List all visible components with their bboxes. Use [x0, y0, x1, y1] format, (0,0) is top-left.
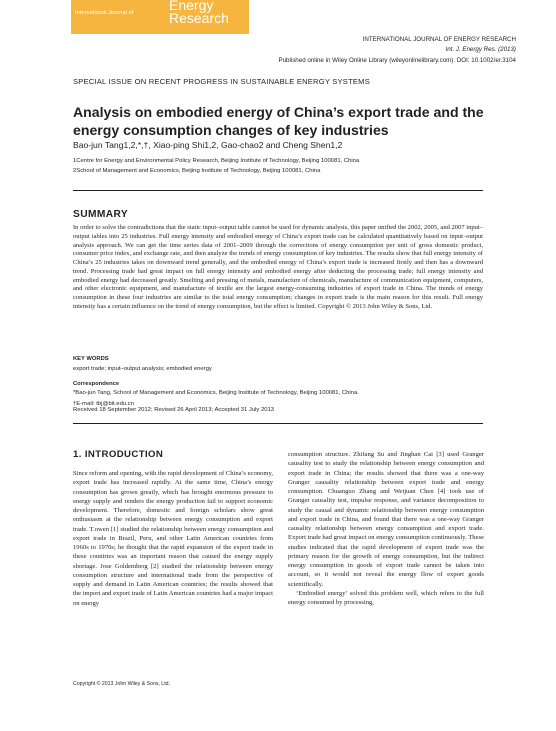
intro-paragraph-2: consumption structure. Zhifang Su and Jinghan Cai [3] used Granger causality test to study the relationship between energy consumption and export trade in China; the results showed that there was a one-way Granger causality relationship between export trade and energy consumption. Chuanguo Zhang and Weijuan Chen [4] took use of Granger causality test, impulse response, and variance decomposition to study the causal and dynamic relationship between energy consumption and export trade in China, and found that there was a one-way Granger causality relationship between energy consumption and export trade. Export trade had great impact on energy consumption continuously. These studies indicated that the rapid development of export trade was the primary reason for the growth of energy consumption, but the indirect energy consumption in goods of export trade cannot be taken into account, so it would not reveal the energy flow of export goods scientifically. [288, 451, 484, 588]
copyright-footer: Copyright © 2013 John Wiley & Sons, Ltd. [73, 681, 170, 687]
summary-heading: SUMMARY [73, 209, 129, 220]
keywords: export trade; input–output analysis; embodied energy [73, 366, 212, 372]
intro-left-column [73, 469, 273, 608]
published-online: Published online in Wiley Online Library (wileyonlinelibrary.com). DOI: 10.1002/er.3104 [278, 57, 516, 64]
special-issue-label: SPECIAL ISSUE ON RECENT PROGRESS IN SUSTAINABLE ENERGY SYSTEMS [73, 77, 370, 86]
journal-logo [71, 0, 249, 34]
introduction-heading: 1. INTRODUCTION [73, 449, 164, 460]
divider-top [73, 190, 483, 191]
correspondence-email: †E-mail: tbj@bit.edu.cn [73, 401, 134, 407]
correspondence-heading: Correspondence [73, 381, 120, 387]
logo-small-text: International Journal of [75, 10, 134, 16]
divider-bottom [73, 423, 483, 424]
article-title: Analysis on embodied energy of China’s export trade and the energy consumption changes of key industries [73, 104, 484, 138]
abstract-text: In order to solve the contradictions that the static input–output table cannot be used for dynamic analysis, this paper unified the 2002, 2005, and 2007 input–output tables into 25 industries. Full energy intensity and embodied energy of China’s export trade can be calculated quantitatively based on input–output analysis approach. We can get the time series data of 2001–2009 through the corrections of energy consumption per unit of gross domestic product, consumer price index, and exchange rate, and then analyze the trends of energy consumption of key industries. The results show that full energy intensity of China’s 25 industries takes on downward trend generally, and the embodied energy of China’s export trade is increased firstly and then has a downward trend. Processing trade had great impact on full energy intensity and embodied energy after deducting the processing trade; full energy intensity and embodied energy had decreased greatly. Smelting and pressing of metals, manufacture of chemicals, manufacture of communication equipment, computers, and other electronic equipment, and manufacture of textile are the largest energy-consuming industries of export trade in China. The trends of energy consumption in these four industries are similar to the total energy consumption; changes in export trade is the main reason for this result. Full energy intensity has a certain influence on the trend of energy consumption, but the effect is limited. Copyright © 2013 John Wiley & Sons, Ltd. [73, 224, 483, 310]
correspondence-address: *Bao-jun Tang, School of Management and Economics, Beijing Institute of Technology, Beijing 100081, China. [73, 390, 359, 396]
journal-name: INTERNATIONAL JOURNAL OF ENERGY RESEARCH [362, 36, 516, 43]
citation: Int. J. Energy Res. (2013) [445, 46, 516, 53]
affiliation-1: 1Centre for Energy and Environmental Policy Research, Beijing Institute of Technology, Beijing 100081, China [73, 158, 360, 164]
author-list: Bao-jun Tang1,2,*,†, Xiao-ping Shi1,2, Gao-chao2 and Cheng Shen1,2 [73, 140, 343, 150]
received-dates: Received 18 September 2012; Revised 26 April 2013; Accepted 31 July 2013 [73, 407, 275, 413]
affiliation-2: 2School of Management and Economics, Beijing Institute of Technology, Beijing 100081, China [73, 168, 321, 174]
logo-word-energy: Energy [169, 0, 214, 13]
intro-paragraph-3: ‘Embodied energy’ solved this problem well, which refers to the full energy consumed by processing, [288, 589, 484, 606]
intro-right-column [288, 450, 484, 607]
keywords-heading: KEY WORDS [73, 356, 109, 362]
logo-word-research: Research [169, 10, 229, 26]
intro-paragraph-1: Since reform and opening, with the rapid development of China’s economy, export trade has increased rapidly. At the same time, China’s energy consumption has grown greatly, which has brought enormous pressure to energy supply and renders the energy production fail to support economic development. Therefore, domestic and foreign scholars show great enthusiasm at the relationship between energy consumption and export trade. T.owen [1] studied the relationship between energy consumption and export trade in Brazil, Peru, and other Latin American countries from 1960s to 1970s; he thought that the rapid expansion of the export trade in these countries was an important reason that caused the energy supply shortage. Jose Goldemberg [2] studied the relationship between energy consumption structure and international trade from the perspective of supply and demand in Latin American countries; the results showed that the import and export trade of Latin American countries had a major impact on energy [73, 470, 273, 607]
